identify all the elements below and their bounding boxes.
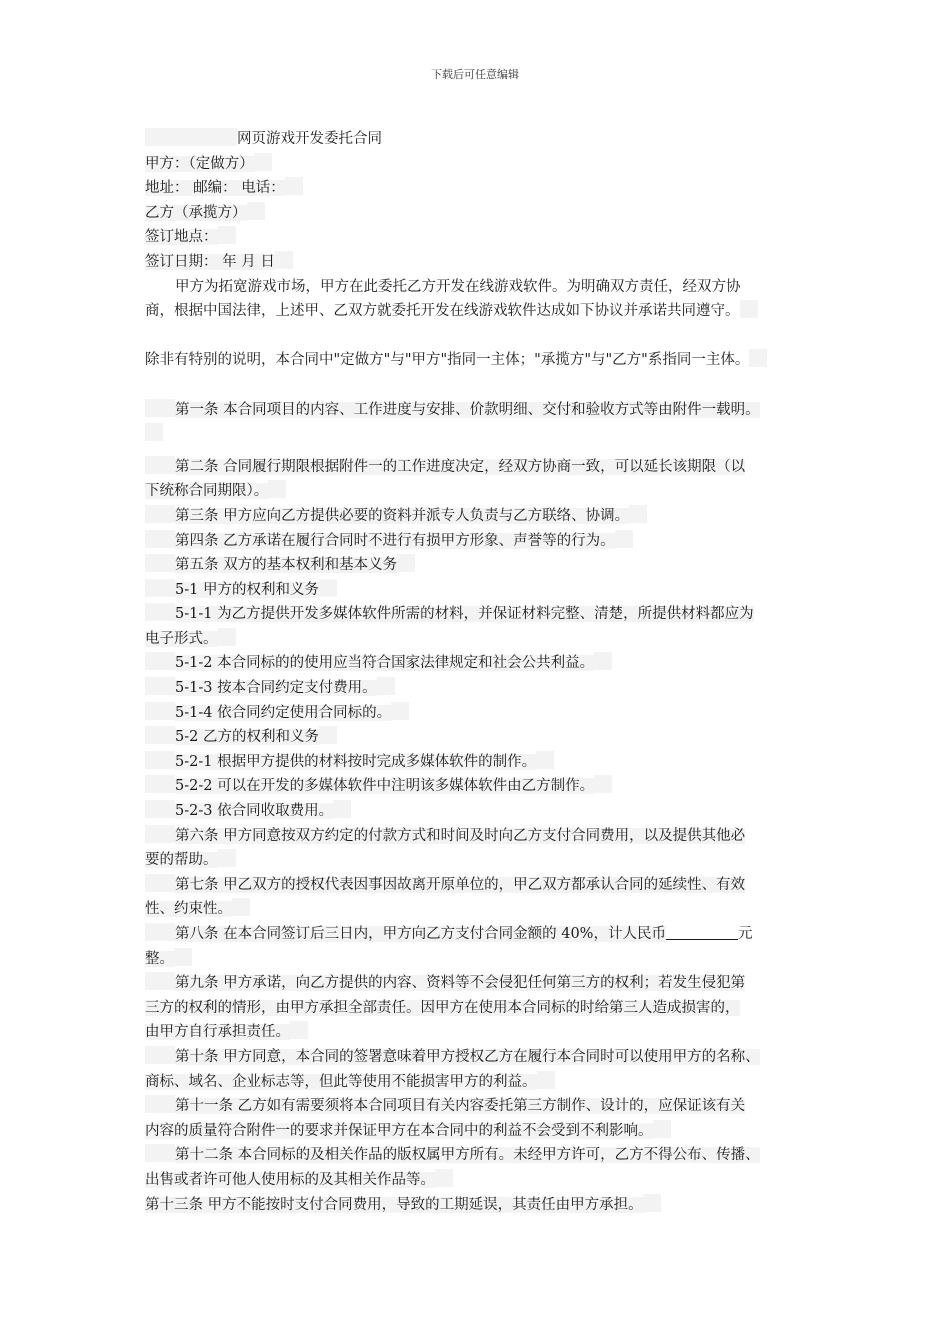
article-12-line-1: 第十二条 本合同标的及相关作品的版权属甲方所有。未经甲方许可，乙方不得公布、传播、	[175, 1147, 760, 1164]
section-5-2-1: 5-2-1 根据甲方提供的材料按时完成多媒体软件的制作。	[175, 753, 537, 770]
section-5-1: 5-1 甲方的权利和义务	[175, 581, 319, 598]
party-b-field: 乙方（承揽方）	[145, 204, 247, 221]
article-13: 第十三条 甲方不能按时支付合同费用，导致的工期延误，其责任由甲方承担。	[145, 1196, 643, 1213]
definition-paragraph: 除非有特别的说明，本合同中"定做方"与"甲方"指同一主体；"承揽方"与"乙方"系指同一主体。	[145, 352, 750, 369]
section-5-2: 5-2 乙方的权利和义务	[175, 729, 319, 746]
section-5-1-1-line-2: 电子形式。	[145, 630, 218, 647]
article-3: 第三条 甲方应向乙方提供必要的资料并派专人负责与乙方联络、协调。	[175, 507, 630, 524]
intro-paragraph-line-1: 甲方为拓宽游戏市场，甲方在此委托乙方开发在线游戏软件。为明确双方责任，经双方协	[175, 278, 741, 295]
section-5-1-1-line-1: 5-1-1 为乙方提供开发多媒体软件所需的材料，并保证材料完整、清楚，所提供材料都应为	[175, 606, 754, 623]
article-4: 第四条 乙方承诺在履行合同时不进行有损甲方形象、声誉等的行为。	[175, 532, 615, 549]
article-2-line-1: 第二条 合同履行期限根据附件一的工作进度决定，经双方协商一致，可以延长该期限（以	[175, 458, 746, 475]
contract-body	[145, 127, 825, 1217]
amount-blank	[666, 924, 738, 940]
article-7-line-2: 性、约束性。	[145, 901, 232, 918]
article-6-line-2: 要的帮助。	[145, 852, 218, 869]
intro-paragraph-line-2: 商，根据中国法律，上述甲、乙双方就委托开发在线游戏软件达成如下协议并承诺共同遵守。	[145, 303, 740, 320]
article-5: 第五条 双方的基本权利和基本义务	[175, 557, 398, 574]
document-title: 网页游戏开发委托合同	[237, 131, 382, 147]
article-9-line-3: 由甲方自行承担责任。	[145, 1024, 290, 1041]
article-12-line-2: 出售或者许可他人使用标的及其相关作品等。	[145, 1171, 435, 1188]
section-5-1-4: 5-1-4 依合同约定使用合同标的。	[175, 704, 392, 721]
address-field: 地址： 邮编： 电话：	[145, 180, 285, 197]
article-8-line-2: 整。	[145, 950, 174, 967]
article-7-line-1: 第七条 甲乙双方的授权代表因事因故离开原单位的，甲乙双方都承认合同的延续性、有效	[175, 876, 746, 893]
article-10-line-2: 商标、域名、企业标志等，但此等使用不能损害甲方的利益。	[145, 1073, 537, 1090]
section-5-1-3: 5-1-3 按本合同约定支付费用。	[175, 680, 377, 697]
article-10-line-1: 第十条 甲方同意，本合同的签署意味着甲方授权乙方在履行本合同时可以使用甲方的名称、	[175, 1048, 760, 1065]
article-2-line-2: 下统称合同期限）。	[145, 483, 269, 500]
place-field: 签订地点：	[145, 229, 218, 246]
article-6-line-1: 第六条 甲方同意按双方约定的付款方式和时间及时向乙方支付合同费用，以及提供其他必	[175, 827, 746, 844]
section-5-1-2: 5-1-2 本合同标的的使用应当符合国家法律规定和社会公共利益。	[175, 655, 595, 672]
party-a-field: 甲方：（定做方）	[145, 155, 254, 172]
article-11-line-1: 第十一条 乙方如有需要须将本合同项目有关内容委托第三方制作、设计的，应保证该有关	[175, 1098, 746, 1115]
article-8-line-1: 第八条 在本合同签订后三日内，甲方向乙方支付合同金额的 40%，计人民币	[175, 926, 666, 942]
title-line	[145, 127, 825, 152]
section-5-2-3: 5-2-3 依合同收取费用。	[175, 803, 334, 820]
article-9-line-1: 第九条 甲方承诺，向乙方提供的内容、资料等不会侵犯任何第三方的权利；若发生侵犯第	[175, 975, 746, 992]
article-1: 第一条 本合同项目的内容、工作进度与安排、价款明细、交付和验收方式等由附件一载明。	[175, 401, 760, 418]
page-header: 下载后可任意编辑	[431, 68, 519, 81]
article-11-line-2: 内容的质量符合附件一的要求并保证甲方在本合同中的利益不会受到不利影响。	[145, 1122, 653, 1139]
article-9-line-2: 三方的权利的情形，由甲方承担全部责任。因甲方在使用本合同标的时给第三人造成损害的，	[145, 999, 740, 1016]
date-field: 签订日期： 年 月 日	[145, 253, 275, 270]
section-5-2-2: 5-2-2 可以在开发的多媒体软件中注明该多媒体软件由乙方制作。	[175, 778, 595, 795]
article-8-currency-unit: 元	[737, 926, 753, 942]
